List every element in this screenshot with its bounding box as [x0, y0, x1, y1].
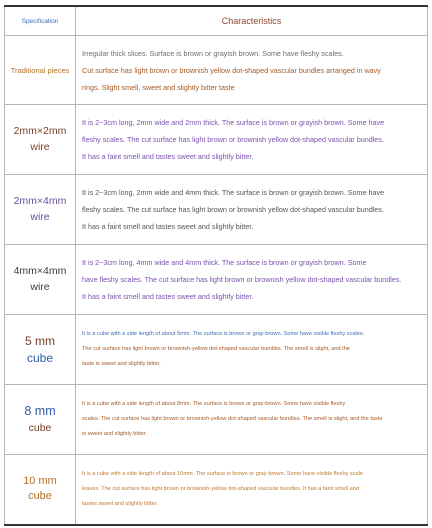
table-row — [5, 315, 428, 385]
spec-cell — [5, 245, 76, 315]
table-row — [5, 455, 428, 525]
table-row — [5, 245, 428, 315]
characteristics-line: fleshy scales. The cut surface has light brown or brownish yellow dot-shaped vascular bundles. — [82, 135, 384, 144]
characteristics-line: scales. The cut surface has light brown or brownish-yellow dot-shaped vascular bundles. The smell is slight, and the taste — [82, 416, 383, 422]
spec-shape: wire — [30, 210, 50, 223]
characteristics-line: The cut surface has light brown or brownish-yellow dot-shaped vascular bundles. The smell is slight, and the — [82, 346, 350, 352]
spec-shape: wire — [30, 280, 50, 293]
table-header-row — [5, 6, 428, 36]
table-row — [5, 385, 428, 455]
spec-cell — [5, 175, 76, 245]
characteristics-line: It is a cube with a side length of about 8mm. The surface is brown or gray-brown. Some have visible fleshy — [82, 401, 346, 407]
spec-size: 8 mm — [24, 404, 56, 419]
characteristics-cell — [76, 175, 428, 245]
characteristics-line: It has a faint smell and tastes sweet and slightly bitter. — [82, 152, 254, 161]
spec-cell — [5, 455, 76, 525]
characteristics-line: It is 2~3cm long, 4mm wide and 4mm thick. The surface is brown or grayish brown. Some — [82, 258, 367, 267]
table-row — [5, 175, 428, 245]
characteristics-line: It has a faint smell and tastes sweet and slightly bitter. — [82, 292, 254, 301]
spec-size: 5 mm — [25, 333, 55, 348]
characteristics-line: is sweet and slightly bitter. — [82, 431, 147, 437]
characteristics-line: Irregular thick slices. Surface is brown or grayish brown. Some have fleshy scales. — [82, 48, 344, 58]
characteristics-cell — [76, 245, 428, 315]
characteristics-cell — [76, 385, 428, 455]
characteristics-table — [4, 5, 428, 526]
characteristics-line: It is a cube with a side length of about 5mm. The surface is brown or gray-brown. Some have visible fleshy scales. — [82, 331, 365, 337]
characteristics-line: It is 2~3cm long, 2mm wide and 4mm thick. The surface is brown or grayish brown. Some have — [82, 188, 385, 197]
characteristics-line: taste is sweet and slightly bitter. — [82, 361, 161, 367]
spec-size: 10 mm — [23, 474, 57, 487]
characteristics-cell — [76, 315, 428, 385]
spec-shape: cube — [28, 421, 52, 434]
spec-label: Traditional pieces — [10, 65, 70, 75]
characteristics-line: leaves. The cut surface has light brown or brownish-yellow dot-shaped vascular bundles. It has a faint smell and — [82, 485, 359, 492]
table-row — [5, 105, 428, 175]
characteristics-line: Cut surface has light brown or brownish yellow dot-shaped vascular bundles arranged in wavy — [82, 65, 381, 75]
spec-shape: wire — [30, 140, 50, 153]
characteristics-line: It has a faint smell and tastes sweet and slightly bitter. — [82, 222, 254, 231]
spec-shape: cube — [26, 350, 54, 365]
characteristics-line: rings. Slight smell, sweet and slightly bitter taste — [82, 82, 235, 92]
spec-cell — [5, 385, 76, 455]
characteristics-cell — [76, 455, 428, 525]
characteristics-line: tastes sweet and slightly bitter. — [82, 500, 158, 507]
characteristics-line: fleshy scales. The cut surface has light brown or brownish yellow dot-shaped vascular bundles. — [82, 205, 384, 214]
spec-cell — [5, 315, 76, 385]
spec-cell — [5, 105, 76, 175]
spec-size: 2mm×2mm — [13, 125, 67, 138]
characteristics-line: It is a cube with a side length of about 10mm. The surface is brown or gray-brown. Some have visible fleshy scale — [82, 470, 363, 477]
spec-size: 4mm×4mm — [13, 265, 67, 278]
spec-size: 2mm×4mm — [13, 195, 67, 208]
spec-shape: cube — [28, 490, 52, 503]
characteristics-line: It is 2~3cm long, 2mm wide and 2mm thick. The surface is brown or grayish brown. Some have — [82, 118, 385, 127]
table-row — [5, 36, 428, 105]
header-characteristics: Characteristics — [76, 6, 428, 36]
characteristics-cell — [76, 105, 428, 175]
header-specification: Specification — [5, 6, 76, 36]
spec-cell — [5, 36, 76, 105]
characteristics-cell — [76, 36, 428, 105]
characteristics-line: have fleshy scales. The cut surface has light brown or brownish yellow dot-shaped vascular bundles. — [82, 275, 402, 284]
